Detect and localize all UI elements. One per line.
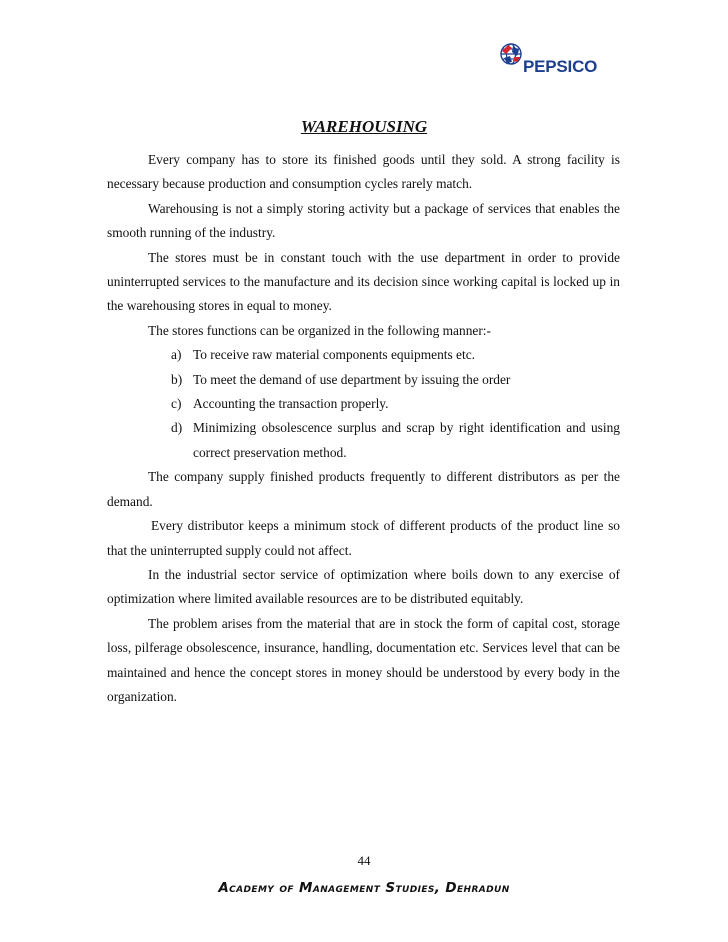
list-marker: c) bbox=[171, 396, 182, 412]
list-item-text: Minimizing obsolescence surplus and scrap by right identification and using correct preservation method. bbox=[193, 420, 620, 460]
footer-text: Academy of Management Studies, Dehradun bbox=[218, 880, 510, 896]
list-marker: d) bbox=[171, 420, 183, 436]
pepsico-logo-text: PEPSICO bbox=[523, 57, 598, 76]
paragraph: In the industrial sector service of optimization where boils down to any exercise of optimization where limited available resources are to be distributed equitably. bbox=[107, 566, 620, 607]
list-item bbox=[171, 343, 620, 367]
paragraph: Warehousing is not a simply storing activity but a package of services that enables the smooth running of the industry. bbox=[107, 200, 620, 241]
list-item bbox=[171, 392, 620, 416]
body-text bbox=[107, 148, 620, 709]
list-item-text: To meet the demand of use department by issuing the order bbox=[193, 371, 511, 387]
list-item-text: Accounting the transaction properly. bbox=[193, 396, 389, 412]
paragraph: The problem arises from the material that are in stock the form of capital cost, storage loss, pilferage obsolescence, insurance, handling, documentation etc. Services level that can be maintained and hence the concept stores in money should be understood by every body in the organization. bbox=[107, 615, 620, 704]
store-functions-list bbox=[107, 343, 620, 465]
pepsico-logo bbox=[498, 40, 628, 84]
paragraph: Every distributor keeps a minimum stock of different products of the product line so that the uninterrupted supply could not affect. bbox=[107, 518, 620, 558]
paragraph: The company supply finished products frequently to different distributors as per the demand. bbox=[107, 469, 620, 509]
paragraph: The stores must be in constant touch with the use department in order to provide uninterrupted services to the manufacture and its decision since working capital is locked up in the warehousing stores in equal to money. bbox=[107, 249, 620, 314]
page-title: WAREHOUSING bbox=[300, 117, 428, 136]
list-marker: a) bbox=[171, 347, 182, 363]
list-item-text: To receive raw material components equipments etc. bbox=[193, 347, 476, 363]
paragraph: Every company has to store its finished goods until they sold. A strong facility is necessary because production and consumption cycles rarely match. bbox=[107, 152, 620, 192]
pepsico-globe-icon bbox=[498, 40, 524, 74]
page-number: 44 bbox=[357, 853, 371, 868]
list-marker: b) bbox=[171, 371, 183, 387]
list-item bbox=[171, 416, 620, 465]
paragraph: The stores functions can be organized in the following manner:- bbox=[148, 322, 491, 338]
list-item bbox=[171, 368, 620, 392]
